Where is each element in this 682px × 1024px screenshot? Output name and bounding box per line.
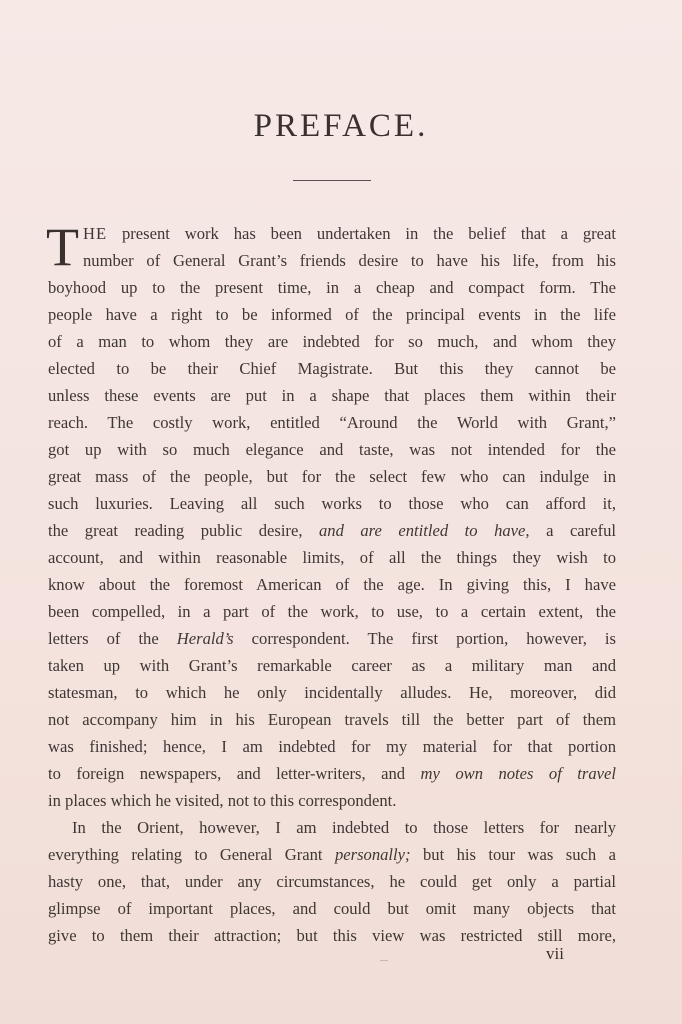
text-line: boyhood up to the present time, in a cheap and compact form. The bbox=[48, 278, 616, 297]
italic-phrase: personally; bbox=[334, 845, 411, 864]
text-line: been compelled, in a part of the work, to use, to a certain extent, the bbox=[48, 602, 616, 621]
first-paragraph-opening bbox=[46, 217, 616, 277]
text-line: statesman, to which he only incidentally alludes. He, moreover, did bbox=[48, 683, 616, 702]
page-number: vii bbox=[546, 944, 564, 963]
text-line: people have a right to be informed of the principal events in the life bbox=[48, 305, 616, 324]
text-line: taken up with Grant’s remarkable career as a military man and bbox=[48, 656, 616, 675]
text-line: reach. The costly work, entitled “Around the World with Grant,” bbox=[48, 413, 616, 432]
text-line: letters of the Herald’s correspondent. The first portion, however, is bbox=[48, 629, 616, 648]
italic-phrase: and are entitled to have, bbox=[318, 521, 530, 540]
text-line: was finished; hence, I am indebted for my material for that portion bbox=[48, 737, 616, 756]
italic-phrase: my own notes of travel bbox=[420, 764, 616, 783]
text-line: know about the foremost American of the age. In giving this, I have bbox=[48, 575, 616, 594]
text-line: such luxuries. Leaving all such works to those who can afford it, bbox=[48, 494, 616, 513]
text-line: number of General Grant’s friends desire to have his life, from his bbox=[83, 251, 616, 270]
text-line: got up with so much elegance and taste, was not intended for the bbox=[48, 440, 616, 459]
text-line: give to them their attraction; but this view was restricted still more, bbox=[48, 926, 616, 945]
text-line: elected to be their Chief Magistrate. But this they cannot be bbox=[48, 359, 616, 378]
page-title: PREFACE. bbox=[253, 108, 429, 144]
text-line: not accompany him in his European travels till the better part of them bbox=[48, 710, 616, 729]
text-line: account, and within reasonable limits, of all the things they wish to bbox=[48, 548, 616, 567]
title-rule bbox=[293, 180, 371, 181]
text-line: of a man to whom they are indebted for so much, and whom they bbox=[48, 332, 616, 351]
italic-phrase: Herald’s bbox=[176, 629, 234, 648]
text-line: to foreign newspapers, and letter-writers, and my own notes of travel bbox=[48, 764, 616, 783]
text-line: unless these events are put in a shape that places them within their bbox=[48, 386, 616, 405]
text-line: hasty one, that, under any circumstances, he could get only a partial bbox=[48, 872, 616, 891]
text-line: In the Orient, however, I am indebted to those letters for nearly bbox=[72, 818, 616, 837]
text-line: HE present work has been undertaken in the belief that a great bbox=[83, 224, 616, 243]
ink-speck bbox=[380, 960, 388, 961]
text-line: great mass of the people, but for the select few who can indulge in bbox=[48, 467, 616, 486]
text-line: everything relating to General Grant personally; but his tour was such a bbox=[48, 845, 616, 864]
drop-cap: T bbox=[46, 217, 79, 277]
text-line: glimpse of important places, and could but omit many objects that bbox=[48, 899, 616, 918]
first-word-rest: HE bbox=[83, 224, 108, 243]
text-line: in places which he visited, not to this correspondent. bbox=[48, 791, 397, 810]
preface-body bbox=[46, 217, 616, 949]
text-line: the great reading public desire, and are entitled to have, a careful bbox=[48, 521, 616, 540]
